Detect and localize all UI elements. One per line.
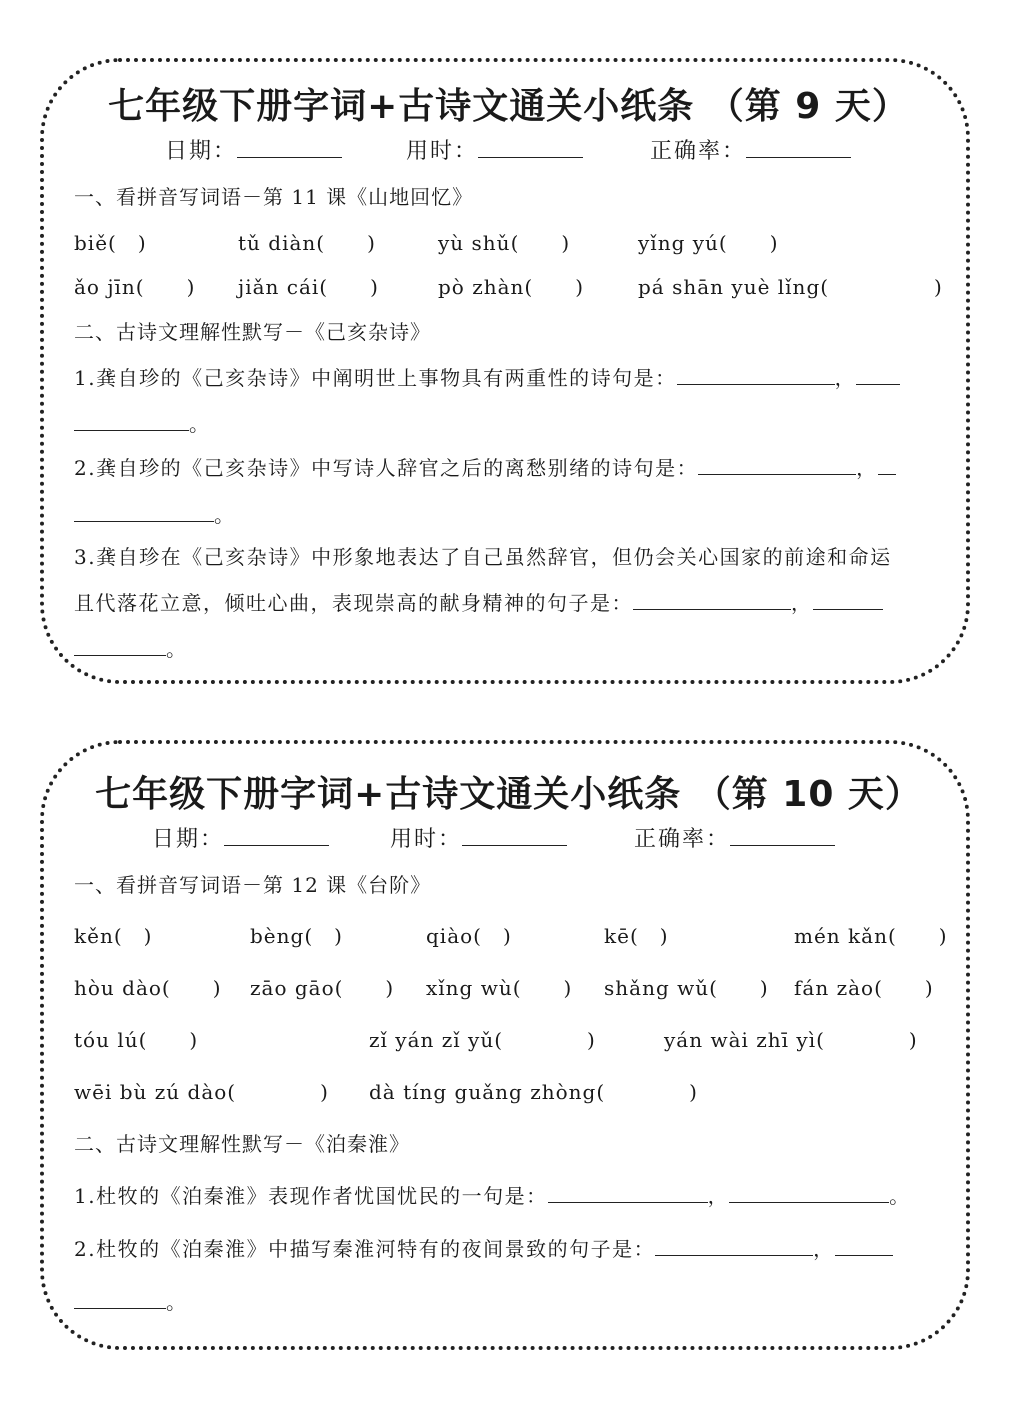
day10-section1-heading: 一、看拼音写词语－第 12 课《台阶》 — [74, 873, 432, 897]
day9-title: 七年级下册字词+古诗文通关小纸条 （第 9 天） — [108, 86, 909, 127]
day9-date-label: 日期： — [165, 139, 238, 164]
day9-pinyin-item[interactable]: pò zhàn( ) — [438, 275, 585, 299]
period: 。 — [166, 637, 188, 661]
day10-pinyin-item[interactable]: xǐng wù( ) — [426, 976, 573, 1000]
day9-pinyin-item[interactable]: ǎo jīn( ) — [74, 275, 196, 299]
day9-question-1-cont — [74, 408, 211, 437]
day9-time-label: 用时： — [406, 139, 479, 164]
day10-q2-blank-b[interactable] — [835, 1237, 893, 1256]
day9-q2-blank-b-cont[interactable] — [74, 503, 214, 522]
day9-question-3-line1: 3.龚自珍在《己亥杂诗》中形象地表达了自己虽然辞官，但仍会关心国家的前途和命运 — [74, 545, 892, 569]
day10-time-label: 用时： — [390, 827, 463, 852]
day10-q2-blank-b-cont[interactable] — [74, 1290, 166, 1309]
comma: ， — [834, 366, 857, 390]
day10-pinyin-item[interactable]: wēi bù zú dào( ) — [74, 1080, 329, 1104]
day9-q1-text: 1.龚自珍的《己亥杂诗》中阐明世上事物具有两重性的诗句是： — [74, 366, 677, 390]
day9-pinyin-item[interactable]: jiǎn cái( ) — [238, 275, 379, 299]
period: 。 — [189, 412, 211, 436]
day9-pinyin-item[interactable]: yǐng yú( ) — [638, 231, 779, 255]
day10-pinyin-item[interactable]: zāo gāo( ) — [250, 976, 395, 1000]
day10-date-blank[interactable] — [224, 827, 329, 846]
day10-question-2 — [74, 1233, 893, 1262]
comma: ， — [813, 1237, 835, 1261]
comma: ， — [856, 456, 878, 480]
day10-pinyin-item[interactable]: hòu dào( ) — [74, 976, 222, 1000]
day9-accuracy-label: 正确率： — [650, 139, 747, 164]
period: 。 — [889, 1184, 911, 1208]
day9-q3-text: 且代落花立意，倾吐心曲，表现崇高的献身精神的句子是： — [74, 591, 633, 615]
day10-q2-blank-a[interactable] — [655, 1237, 813, 1256]
day9-accuracy-blank[interactable] — [746, 139, 851, 158]
day10-pinyin-item[interactable]: kěn( ) — [74, 924, 153, 948]
day9-accuracy-field — [650, 134, 851, 165]
day9-section2-heading: 二、古诗文理解性默写－《己亥杂诗》 — [74, 320, 431, 344]
day9-question-3 — [74, 587, 883, 616]
day10-question-1 — [74, 1180, 911, 1209]
day9-section1-heading: 一、看拼音写词语－第 11 课《山地回忆》 — [74, 185, 474, 209]
day10-question-2-cont — [74, 1286, 188, 1315]
day10-pinyin-item[interactable]: kē( ) — [604, 924, 669, 948]
day10-time-field — [390, 822, 567, 853]
day9-question-3-cont — [74, 633, 188, 662]
day9-q3-blank-a[interactable] — [633, 591, 791, 610]
day9-date-blank[interactable] — [237, 139, 342, 158]
day9-time-blank[interactable] — [478, 139, 583, 158]
day9-q1-blank-b-cont[interactable] — [74, 412, 189, 431]
day9-pinyin-item[interactable]: biě( ) — [74, 231, 147, 255]
day9-q2-blank-b[interactable] — [878, 456, 896, 475]
day9-pinyin-item[interactable]: pá shān yuè lǐng( ) — [638, 275, 943, 299]
day9-pinyin-item[interactable]: tǔ diàn( ) — [238, 231, 376, 255]
period: 。 — [214, 503, 236, 527]
day10-q1-blank-b[interactable] — [729, 1184, 889, 1203]
day10-pinyin-item[interactable]: bèng( ) — [250, 924, 343, 948]
day10-section2-heading: 二、古诗文理解性默写－《泊秦淮》 — [74, 1132, 410, 1156]
day9-q2-blank-a[interactable] — [698, 456, 856, 475]
comma: ， — [791, 591, 813, 615]
day10-accuracy-field — [634, 822, 835, 853]
day9-pinyin-item[interactable]: yù shǔ( ) — [438, 231, 571, 255]
day10-q1-blank-a[interactable] — [548, 1184, 708, 1203]
day9-question-2 — [74, 452, 896, 481]
day10-q1-text: 1.杜牧的《泊秦淮》表现作者忧国忧民的一句是： — [74, 1184, 548, 1208]
period: 。 — [166, 1290, 188, 1314]
day10-pinyin-item[interactable]: shǎng wǔ( ) — [604, 976, 769, 1000]
day10-pinyin-item[interactable]: tóu lú( ) — [74, 1028, 199, 1052]
day10-q2-text: 2.杜牧的《泊秦淮》中描写秦淮河特有的夜间景致的句子是： — [74, 1237, 656, 1261]
day9-q3-blank-b-cont[interactable] — [74, 637, 166, 656]
comma: ， — [707, 1184, 730, 1208]
day9-q1-blank-a[interactable] — [677, 366, 835, 385]
day10-pinyin-item[interactable]: mén kǎn( ) — [794, 924, 948, 948]
day10-pinyin-item[interactable]: zǐ yán zǐ yǔ( ) — [369, 1028, 596, 1052]
day10-pinyin-item[interactable]: qiào( ) — [426, 924, 512, 948]
day10-accuracy-blank[interactable] — [730, 827, 835, 846]
day9-q3-blank-b[interactable] — [813, 591, 883, 610]
day10-title: 七年级下册字词+古诗文通关小纸条 （第 10 天） — [95, 774, 922, 815]
day10-time-blank[interactable] — [462, 827, 567, 846]
day9-date-field — [165, 134, 342, 165]
day9-q2-text: 2.龚自珍的《己亥杂诗》中写诗人辞官之后的离愁别绪的诗句是： — [74, 456, 699, 480]
day10-pinyin-item[interactable]: yán wài zhī yì( ) — [664, 1028, 918, 1052]
day9-question-2-cont — [74, 499, 236, 528]
day10-pinyin-item[interactable]: fán zào( ) — [794, 976, 934, 1000]
day9-q1-blank-b[interactable] — [856, 366, 900, 385]
day10-pinyin-item[interactable]: dà tíng guǎng zhòng( ) — [369, 1080, 698, 1104]
day9-time-field — [406, 134, 583, 165]
day9-question-1 — [74, 362, 900, 391]
day10-accuracy-label: 正确率： — [634, 827, 731, 852]
day10-date-label: 日期： — [152, 827, 225, 852]
day10-date-field — [152, 822, 329, 853]
